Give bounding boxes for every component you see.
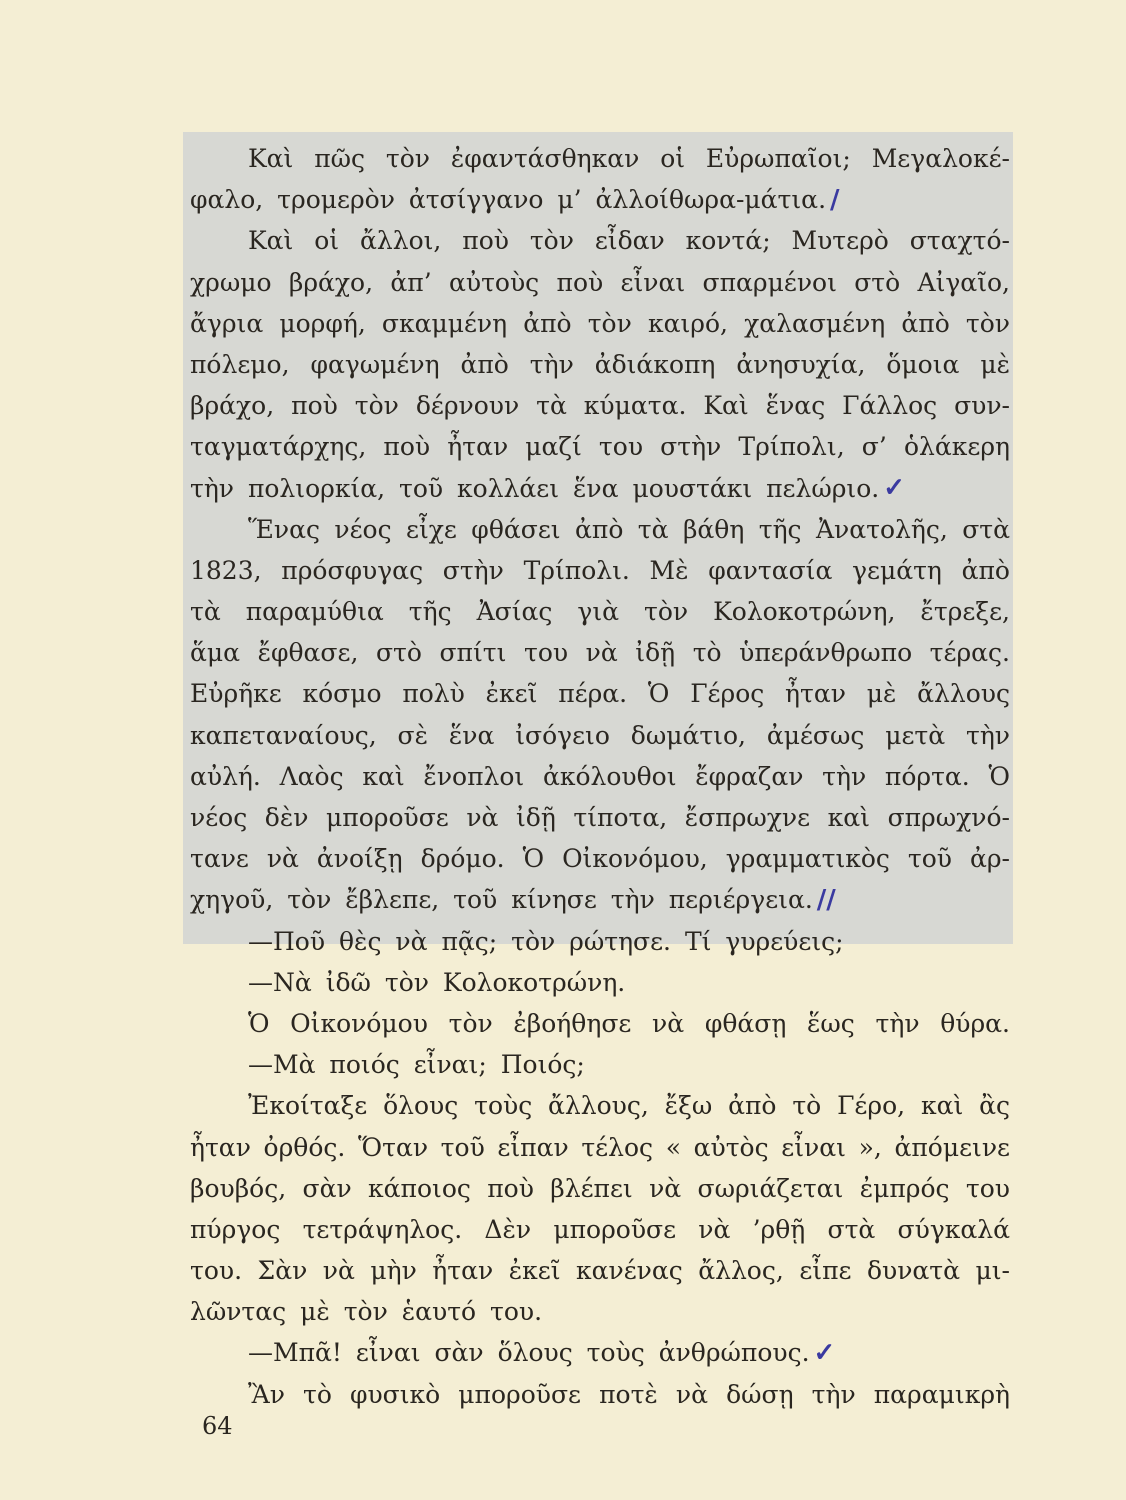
text-line	[190, 673, 1010, 714]
text-line	[190, 262, 1010, 303]
line-text: Εὐρῆκε κόσμο πολὺ ἐκεῖ πέρα. Ὁ Γέρος ἦταν μὲ ἄλλους	[190, 679, 1010, 709]
line-text: ταγματάρχης, ποὺ ἦταν μαζί του στὴν Τρίπολι, σ’ ὁλάκερη	[190, 432, 1010, 462]
text-line	[190, 303, 1010, 344]
text-line	[190, 1209, 1010, 1250]
line-text: τανε νὰ ἀνοίξῃ δρόμο. Ὁ Οἰκονόμου, γραμματικὸς τοῦ ἀρ-	[190, 844, 1010, 874]
text-line	[190, 1374, 1010, 1415]
text-line	[190, 468, 1010, 509]
line-text: βράχο, ποὺ τὸν δέρνουν τὰ κύματα. Καὶ ἕνας Γάλλος συν-	[190, 391, 1010, 421]
line-text: Ἐκοίταξε ὅλους τοὺς ἄλλους, ἔξω ἀπὸ τὸ Γέρο, καὶ ἂς	[248, 1091, 1010, 1121]
line-text: Ὁ Οἰκονόμου τὸν ἐβοήθησε νὰ φθάσῃ ἕως τὴν θύρα.	[248, 1008, 1010, 1038]
text-line	[190, 1085, 1010, 1126]
text-line	[190, 550, 1010, 591]
line-text: —Μὰ ποιός εἶναι; Ποιός;	[248, 1050, 585, 1080]
line-text: λῶντας μὲ τὸν ἑαυτό του.	[190, 1297, 543, 1327]
text-line	[190, 385, 1010, 426]
page-text	[190, 138, 1010, 1415]
text-line	[190, 1044, 1010, 1085]
text-line	[190, 179, 1010, 220]
pen-mark-icon: //	[816, 884, 836, 915]
pen-mark-icon: ✓	[883, 473, 906, 504]
text-line	[190, 509, 1010, 550]
text-line	[190, 715, 1010, 756]
page-number: 64	[202, 1412, 233, 1440]
line-text: αὐλή. Λαὸς καὶ ἔνοπλοι ἀκόλουθοι ἔφραζαν τὴν πόρτα. Ὁ	[190, 761, 1010, 791]
line-text: ἄγρια μορφή, σκαμμένη ἀπὸ τὸν καιρό, χαλασμένη ἀπὸ τὸν	[190, 308, 1010, 338]
line-text: καπεταναίους, σὲ ἕνα ἰσόγειο δωμάτιο, ἀμέσως μετὰ τὴν	[190, 720, 1010, 750]
text-line	[190, 1250, 1010, 1291]
text-line	[190, 756, 1010, 797]
line-text: Ἂν τὸ φυσικὸ μποροῦσε ποτὲ νὰ δώσῃ τὴν παραμικρὴ	[248, 1379, 1010, 1409]
line-text: πύργος τετράψηλος. Δὲν μποροῦσε νὰ ’ρθῇ στὰ σύγκαλά	[190, 1214, 1010, 1244]
text-line	[190, 426, 1010, 467]
line-text: 1823, πρόσφυγας στὴν Τρίπολι. Μὲ φαντασία γεμάτη ἀπὸ	[190, 555, 1010, 585]
text-line	[190, 1332, 1010, 1373]
line-text: —Ποῦ θὲς νὰ πᾷς; τὸν ρώτησε. Τί γυρεύεις;	[248, 926, 844, 956]
line-text: χρωμο βράχο, ἀπ’ αὐτοὺς ποὺ εἶναι σπαρμένοι στὸ Αἰγαῖο,	[190, 267, 1010, 297]
line-text: νέος δὲν μποροῦσε νὰ ἰδῇ τίποτα, ἔσπρωχνε καὶ σπρωχνό-	[190, 803, 1010, 832]
text-line	[190, 632, 1010, 673]
line-text: τὴν πολιορκία, τοῦ κολλάει ἕνα μουστάκι πελώριο.	[190, 473, 880, 503]
pen-mark-icon: /	[830, 184, 840, 215]
line-text: πόλεμο, φαγωμένη ἀπὸ τὴν ἀδιάκοπη ἀνησυχία, ὅμοια μὲ	[190, 349, 1010, 379]
line-text: φαλο, τρομερὸν ἀτσίγγανο μ’ ἀλλοίθωρα-μάτια.	[190, 185, 827, 215]
text-line	[190, 591, 1010, 632]
text-line	[190, 138, 1010, 179]
text-line	[190, 1291, 1010, 1332]
text-line	[190, 220, 1010, 261]
line-text: του. Σὰν νὰ μὴν ἦταν ἐκεῖ κανένας ἄλλος, εἶπε δυνατὰ μι-	[190, 1256, 1010, 1286]
line-text: —Μπᾶ! εἶναι σὰν ὅλους τοὺς ἀνθρώπους.	[248, 1338, 810, 1368]
text-line	[190, 1127, 1010, 1168]
line-text: τὰ παραμύθια τῆς Ἀσίας γιὰ τὸν Κολοκοτρώνη, ἔτρεξε,	[190, 597, 1010, 627]
line-text: βουβός, σὰν κάποιος ποὺ βλέπει νὰ σωριάζεται ἐμπρός του	[190, 1173, 1010, 1203]
text-line	[190, 921, 1010, 962]
text-line	[190, 1168, 1010, 1209]
line-text: —Νὰ ἰδῶ τὸν Κολοκοτρώνη.	[248, 967, 626, 997]
pen-mark-icon: ✓	[813, 1338, 836, 1369]
text-line	[190, 962, 1010, 1003]
line-text: Καὶ πῶς τὸν ἐφαντάσθηκαν οἱ Εὐρωπαῖοι; Μεγαλοκέ-	[248, 144, 1010, 173]
line-text: ἦταν ὀρθός. Ὅταν τοῦ εἶπαν τέλος « αὐτὸς εἶναι », ἀπόμεινε	[190, 1132, 1010, 1162]
text-line	[190, 344, 1010, 385]
text-line	[190, 879, 1010, 920]
line-text: Ἕνας νέος εἶχε φθάσει ἀπὸ τὰ βάθη τῆς Ἀνατολῆς, στὰ	[248, 514, 1010, 544]
text-line	[190, 1003, 1010, 1044]
text-line	[190, 838, 1010, 879]
line-text: χηγοῦ, τὸν ἔβλεπε, τοῦ κίνησε τὴν περιέργεια.	[190, 885, 813, 915]
line-text: ἅμα ἔφθασε, στὸ σπίτι του νὰ ἰδῇ τὸ ὑπεράνθρωπο τέρας.	[190, 638, 1010, 668]
text-line	[190, 797, 1010, 838]
line-text: Καὶ οἱ ἄλλοι, ποὺ τὸν εἶδαν κοντά; Μυτερὸ σταχτό-	[248, 226, 1010, 256]
